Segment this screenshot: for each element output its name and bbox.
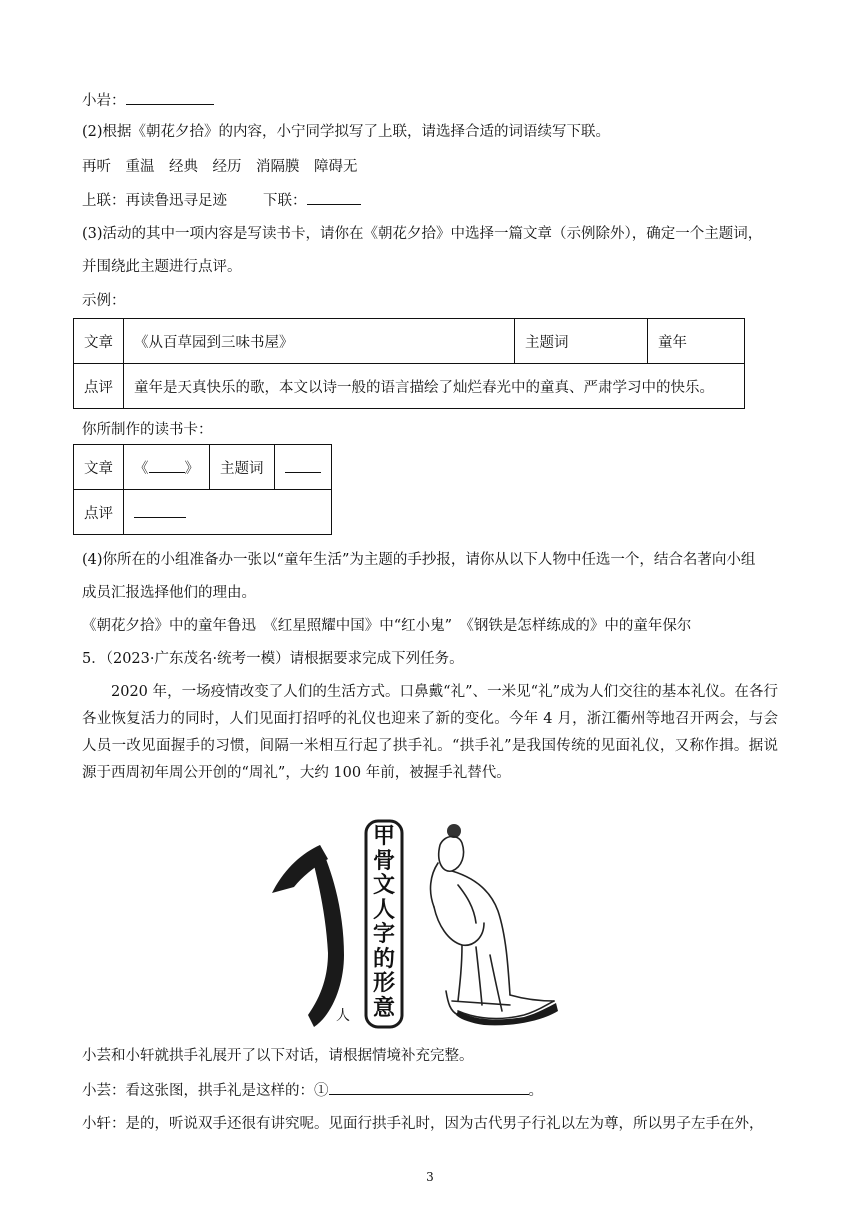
figure-illustration xyxy=(262,815,582,1030)
cell-article-label: 文章 xyxy=(74,445,124,490)
cell-theme-label: 主题词 xyxy=(210,445,275,490)
cell-article-blank[interactable]: 《 》 xyxy=(124,445,210,490)
question-2: (2)根据《朝花夕拾》的内容，小宁同学拟写了上联，请选择合适的词语续写下联。 xyxy=(82,124,611,140)
question-4: (4)你所在的小组准备办一张以“童年生活”为主题的手抄报，请你从以下人物中任选一个，结合名著向小组 xyxy=(82,552,756,568)
cell-comment-text: 童年是天真快乐的歌，本文以诗一般的语言描绘了灿烂春光中的童真、严肃学习中的快乐。 xyxy=(124,364,745,409)
small-ren-char: 人 xyxy=(336,1008,350,1024)
page-number: 3 xyxy=(426,1170,434,1184)
answer-blank[interactable] xyxy=(126,90,214,105)
dialogue-xiaoxuan: 小轩：是的，听说双手还很有讲究呢。见面行拱手礼时，因为古代男子行礼以左为尊，所以男子左手在外， xyxy=(82,1116,764,1132)
cell-theme-blank[interactable] xyxy=(274,445,331,490)
cell-comment-blank[interactable] xyxy=(124,490,332,535)
answer-blank[interactable] xyxy=(307,190,361,205)
example-label: 示例： xyxy=(82,293,126,309)
question-4-cont: 成员汇报选择他们的理由。 xyxy=(82,585,256,601)
cell-article-title: 《从百草园到三味书屋》 xyxy=(124,319,515,364)
reading-paragraph: 2020 年，一场疫情改变了人们的生活方式。口鼻戴“礼”、一米见“礼”成为人们交往的基本礼仪。在各行各业恢复活力的同时，人们见面打招呼的礼仪也迎来了新的变化。今年 4 月，浙江衢州等地召开两会，与会人员一改见面握手的习惯，间隔一米相互行起了拱手礼。“拱手礼”是我国传统的见面礼仪，又称作揖。据说源于西周初年周公开创的“周礼”，大约 100 年前，被握手礼替代。 xyxy=(82,684,778,781)
oracle-bone-figure xyxy=(262,815,582,1030)
dialogue-xiaoyun: 小芸：看这张图，拱手礼是这样的：① 。 xyxy=(82,1080,543,1101)
couplet-line: 上联：再读鲁迅寻足迹 下联： xyxy=(82,190,361,211)
example-reading-card xyxy=(73,318,745,409)
cell-article-label: 文章 xyxy=(74,319,124,364)
answer-blank[interactable] xyxy=(329,1080,529,1095)
dialogue-intro: 小芸和小轩就拱手礼展开了以下对话，请根据情境补充完整。 xyxy=(82,1048,474,1064)
my-card-label: 你所制作的读书卡： xyxy=(82,422,213,438)
cell-comment-label: 点评 xyxy=(74,364,124,409)
my-reading-card xyxy=(73,444,332,535)
seal-text: 甲 骨 文 人 字 的 形 意 xyxy=(372,824,395,1021)
word-options: 再听 重温 经典 经历 消隔膜 障碍无 xyxy=(82,159,358,175)
cell-theme-word: 童年 xyxy=(648,319,745,364)
question-3-cont: 并围绕此主题进行点评。 xyxy=(82,259,242,275)
cell-comment-label: 点评 xyxy=(74,490,124,535)
cell-theme-label: 主题词 xyxy=(515,319,648,364)
character-options: 《朝花夕拾》中的童年鲁迅 《红星照耀中国》中“红小鬼” 《钢铁是怎样练成的》中的童年保尔 xyxy=(82,618,692,634)
question-5-heading: 5．（2023·广东茂名·统考一模）请根据要求完成下列任务。 xyxy=(82,651,464,667)
line-xiaoyan: 小岩： xyxy=(82,90,214,111)
question-3: (3)活动的其中一项内容是写读书卡，请你在《朝花夕拾》中选择一篇文章（示例除外），确定一个主题词， xyxy=(82,226,763,242)
